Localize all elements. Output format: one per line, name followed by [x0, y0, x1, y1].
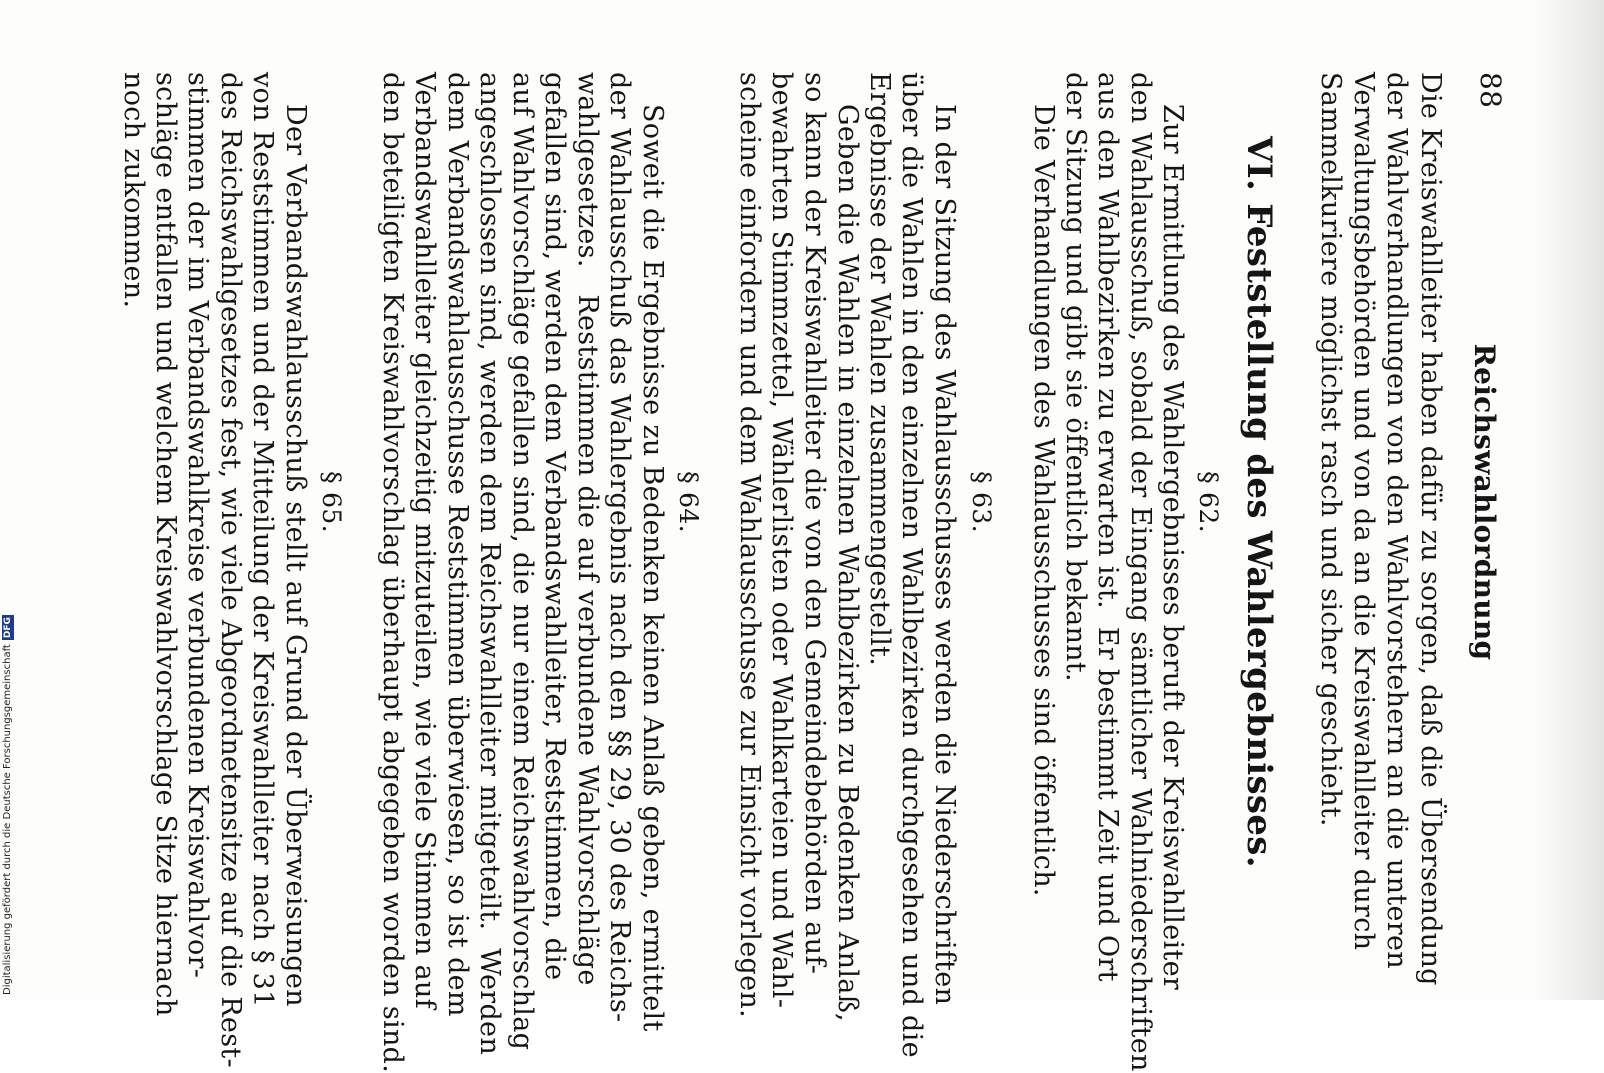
paragraph-63-sign: § 63.	[967, 471, 996, 533]
paragraph-63-line-7: scheine einfordern und dem Wahlausschusse zur Einsicht vorlegen.	[734, 72, 765, 1018]
intro-line-1: Die Kreiswahlleiter haben dafür zu sorgen, daß die Übersendung	[1415, 72, 1446, 986]
paragraph-62-line-3: aus den Wahlbezirken zu erwarten ist. Er bestimmt Zeit und Ort	[1092, 72, 1123, 982]
paragraph-64-line-7: dem Verbandswahlausschusse Reststimmen überwiesen, so ist dem	[442, 72, 473, 1017]
paragraph-65-line-5: schläge entfallen und welchem Kreiswahlvorschlage Sitze hiernach	[150, 72, 181, 1017]
paragraph-63-line-2: über die Wahlen in den einzelnen Wahlbezirken durchgesehen und die	[896, 72, 927, 1058]
rotated-page-content	[104, 72, 1507, 1073]
dfg-logo: DFG	[3, 617, 13, 639]
scanner-edge-shadow	[1534, 0, 1604, 1000]
paragraph-62-line-4: der Sitzung und gibt sie öffentlich bekannt.	[1060, 72, 1091, 682]
paragraph-63-line-5: so kann der Kreiswahlleiter die von den Gemeindebehörden auf-	[799, 72, 830, 975]
paragraph-65-line-6: noch zukommen.	[118, 72, 149, 309]
paragraph-63-line-6: bewahrten Stimmzettel, Wählerlisten oder Wahlkarteien und Wahl-	[766, 72, 797, 1009]
intro-line-3: Verwaltungsbehörden und von da an die Kreiswahlleiter durch	[1348, 72, 1379, 951]
credit-text: Digitalisierung gefördert durch die Deutsche Forschungsgemeinschaft	[2, 644, 13, 995]
paragraph-62-line-5: Die Verhandlungen des Wahlausschusses sind öffentlich.	[1028, 104, 1059, 897]
paragraph-65-line-2: von Reststimmen und der Mitteilung der Kreiswahlleiter nach § 31	[247, 72, 278, 1008]
paragraph-65-sign: § 65.	[317, 471, 346, 533]
page-number: 88	[1474, 72, 1507, 109]
paragraph-64-line-6: angeschlossen sind, werden dem Reichswahlleiter mitgeteilt. Werden	[474, 72, 505, 1056]
paragraph-65-line-1: Der Verbandswahlausschuß stellt auf Grund der Überweisungen	[280, 104, 311, 1007]
paragraph-62-line-1: Zur Ermittlung des Wahlergebnisses beruft der Kreiswahlleiter	[1157, 104, 1188, 991]
paragraph-62-line-2: den Wahlausschuß, sobald der Eingang sämtlicher Wahlniederschriften	[1125, 72, 1156, 1072]
intro-line-2: der Wahlverhandlungen von den Wahlvorstehern an die unteren	[1381, 72, 1412, 969]
running-header: Reichswahlordnung	[1468, 343, 1501, 661]
paragraph-63-line-1: In der Sitzung des Wahlausschusses werden die Niederschriften	[929, 104, 960, 1006]
paragraph-64-line-3: wahlgesetzes. Reststimmen die auf verbundene Wahlvorschläge	[572, 72, 603, 986]
paragraph-64-line-4: gefallen sind, werden dem Verbandswahlleiter, Reststimmen, die	[539, 72, 570, 981]
paragraph-62-sign: § 62.	[1194, 471, 1223, 533]
paragraph-64-line-1: Soweit die Ergebnisse zu Bedenken keinen Anlaß geben, ermittelt	[637, 104, 668, 1032]
section-heading: VI. Feststellung des Wahlergebnisses.	[1239, 136, 1279, 868]
paragraph-63-line-4: Geben die Wahlen in einzelnen Wahlbezirken zu Bedenken Anlaß,	[832, 104, 863, 1022]
paragraph-64-line-8: Verbandswahlleiter gleichzeitig mitzuteilen, wie viele Stimmen auf	[409, 72, 440, 1009]
paragraph-64-line-9: den beteiligten Kreiswahlvorschlag überhaupt abgegeben worden sind.	[377, 72, 408, 1073]
paragraph-65-line-3: des Reichswahlgesetzes fest, wie viele Abgeordnetensitze auf die Rest-	[215, 72, 246, 1068]
paragraph-63-line-3: Ergebnisse der Wahlen zusammengestellt.	[864, 72, 895, 667]
paragraph-64-sign: § 64.	[674, 471, 703, 533]
paragraph-64-line-5: auf Wahlvorschläge gefallen sind, die nur einem Reichswahlvorschlag	[507, 72, 538, 1051]
intro-line-4: Sammelkuriere möglichst rasch und sicher geschieht.	[1315, 72, 1346, 827]
digitization-credit	[2, 595, 14, 995]
paragraph-65-line-4: stimmen der im Verbandswahlkreise verbundenen Kreiswahlvor-	[182, 72, 213, 979]
paragraph-64-line-2: der Wahlausschuß das Wahlergebnis nach den §§ 29, 30 des Reichs-	[604, 72, 635, 1023]
